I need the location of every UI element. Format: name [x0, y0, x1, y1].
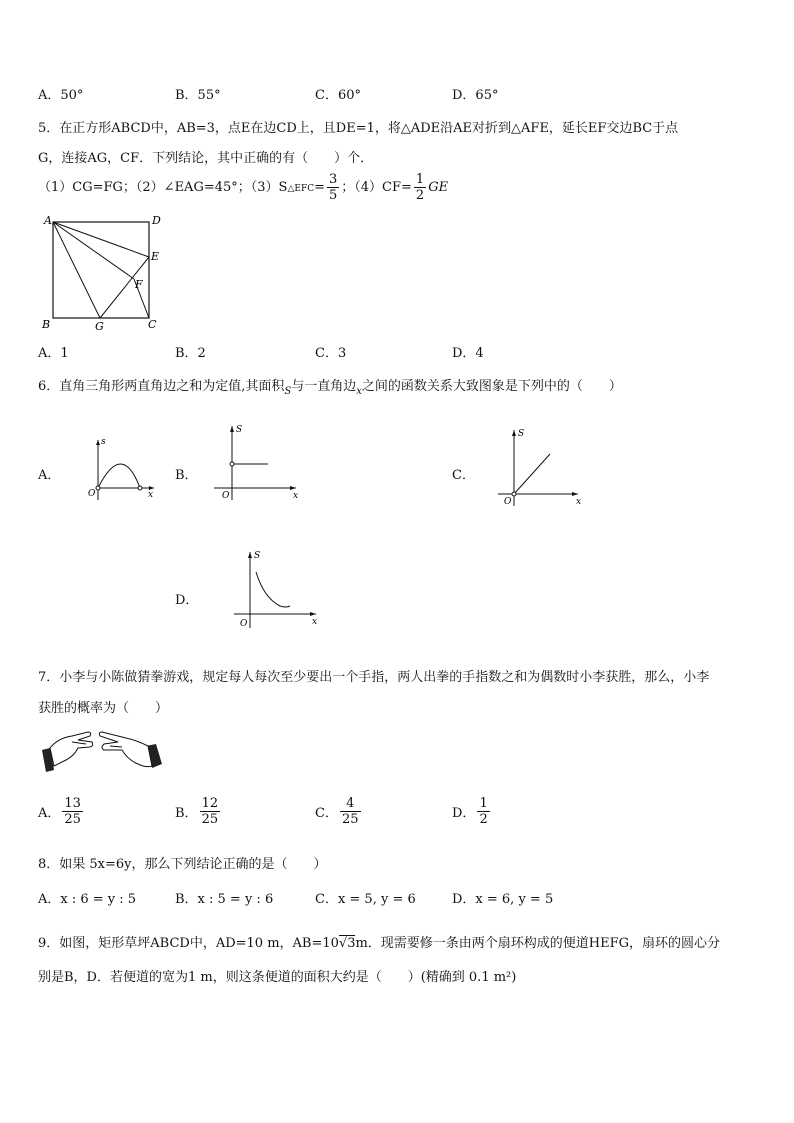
q7-option-b: B． $\frac{12}{25}$ [175, 796, 219, 827]
q6-graph-a [84, 430, 164, 504]
q5-stem-line1: 5．在正方形ABCD中，AB=3，点E在边CD上，且DE=1，将△ADE沿AE对折到△AFE，延长EF交边BC于点 [38, 121, 679, 136]
q5-c4-tail: GE [428, 180, 449, 195]
q7-option-d: D． $\frac{1}{2}$ [452, 796, 488, 827]
q5-frac-1-2: $\frac{1}{2}$ [415, 172, 425, 203]
label-a: A [44, 214, 52, 227]
svg-text:O: O [222, 491, 230, 501]
q5-c1-sub: △EFC [287, 184, 315, 194]
q9-stem-line1: 9．如图，矩形草坪ABCD中，AD=10 m，AB=10√3m．现需要修一条由两个扇环构成的便道HEFG，扇环的圆心分 [38, 936, 721, 951]
q8-option-d: D．x = 6, y = 5 [452, 892, 554, 907]
label-e: E [151, 250, 160, 263]
q5-stem-line2: G，连接AG，CF．下列结论，其中正确的有（ ）个． [38, 151, 374, 166]
svg-text:s: s [101, 437, 106, 447]
q9-sqrt: √3 [338, 936, 356, 951]
label-d: D [152, 214, 161, 227]
q5-option-a: A．1 [38, 346, 69, 361]
q5-square-figure [38, 212, 168, 334]
q5-c1: （1）CG=FG；（2）∠EAG=45°；（3）S [38, 180, 288, 195]
svg-text:S: S [236, 425, 243, 435]
q4-option-c: C．60° [315, 88, 361, 103]
q6-var-s: S [284, 386, 292, 397]
label-g: G [95, 320, 104, 333]
q6-label-d: D． [175, 593, 199, 608]
label-b: B [42, 318, 51, 331]
left-hand-icon [42, 732, 93, 772]
svg-text:x: x [576, 497, 582, 507]
q6-graph-d [230, 546, 322, 632]
q4-option-b: B．55° [175, 88, 221, 103]
q9-stem-line2: 别是B，D．若便道的宽为1 m，则这条便道的面积大约是（ ）(精确到 0.1 m²) [38, 970, 517, 985]
svg-text:x: x [293, 491, 299, 501]
q8-stem: 8．如果 5x=6y，那么下列结论正确的是（ ） [38, 857, 327, 872]
svg-text:O: O [504, 497, 512, 507]
q6-graph-b [210, 420, 310, 504]
svg-text:x: x [148, 490, 154, 500]
q6-graph-c [494, 424, 586, 510]
q7-option-c: C． $\frac{4}{25}$ [315, 796, 359, 827]
q6-label-a: A． [38, 468, 61, 483]
svg-text:S: S [254, 551, 261, 561]
q6-label-b: B． [175, 468, 198, 483]
q8-option-c: C．x = 5, y = 6 [315, 892, 416, 907]
q5-conclusions [38, 172, 448, 203]
q8-option-b: B．x : 5 = y : 6 [175, 892, 274, 907]
svg-text:x: x [312, 617, 318, 627]
q7-stem-line1: 7．小李与小陈做猜拳游戏，规定每人每次至少要出一个手指，两人出拳的手指数之和为偶数时小李获胜，那么，小李 [38, 670, 710, 685]
q5-frac-3-5: $\frac{3}{5}$ [328, 172, 338, 203]
q5-option-c: C．3 [315, 346, 347, 361]
q5-c1-eq: = [314, 180, 325, 195]
q7-option-a: A． $\frac{13}{25}$ [38, 796, 81, 827]
svg-text:O: O [240, 619, 248, 629]
q4-option-a: A．50° [38, 88, 84, 103]
q6-label-c: C． [452, 468, 475, 483]
right-hand-icon [99, 732, 162, 768]
q5-option-b: B．2 [175, 346, 206, 361]
q7-stem-line2: 获胜的概率为（ ） [38, 701, 169, 716]
label-f: F [135, 278, 143, 291]
hands-illustration [38, 720, 168, 776]
q5-option-d: D．4 [452, 346, 484, 361]
q7-options [38, 796, 558, 836]
label-c: C [148, 318, 157, 331]
q4-option-d: D．65° [452, 88, 499, 103]
q6-stem: 6．直角三角形两直角边之和为定值,其面积$_S$与一直角边$_x$之间的函数关系大致图象是下列中的（ ） [38, 379, 622, 397]
q6-var-x: x [356, 386, 362, 397]
q5-c4: ；（4）CF= [341, 180, 412, 195]
svg-text:S: S [518, 429, 525, 439]
svg-text:O: O [88, 489, 96, 499]
q8-option-a: A．x : 6 = y : 5 [38, 892, 137, 907]
